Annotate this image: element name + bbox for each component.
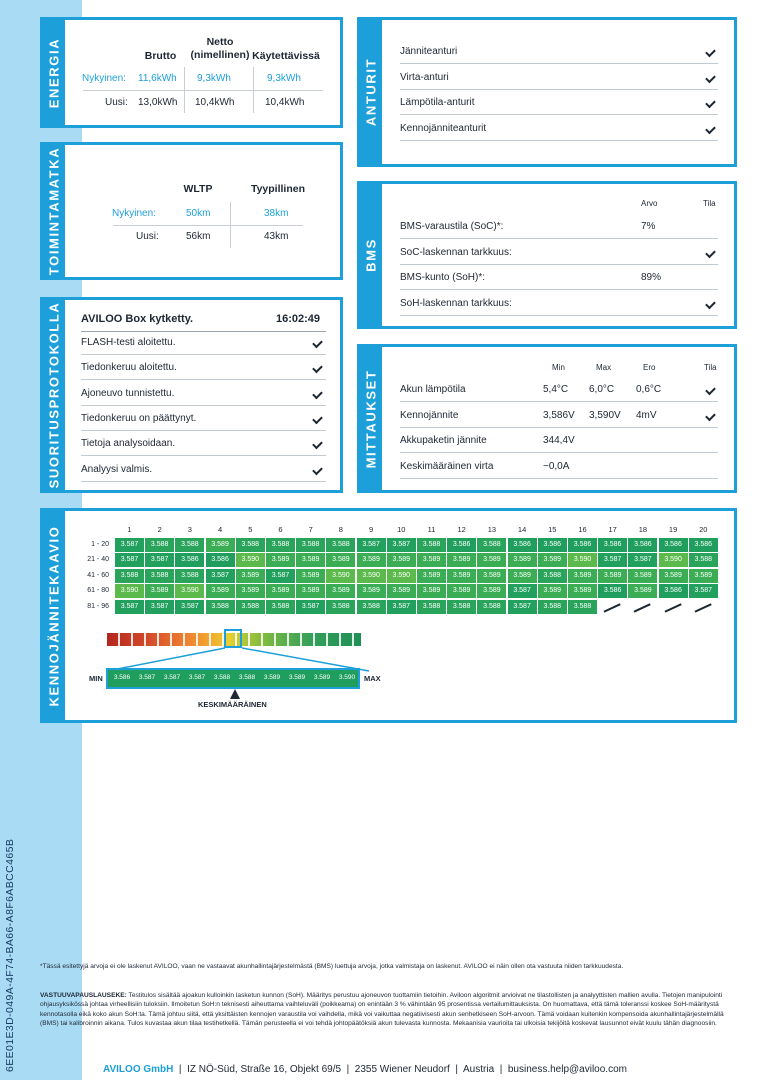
cell-voltage: 3.588 [266,600,295,614]
cell-voltage: 3.587 [387,600,416,614]
footnote-asterisk-text: *Tässä esitettyjä arvoja ei ole laskenut AVILOO, vaan ne vastaavat akunhallintajärjestelmästä (BMS) luettuja arvoja, jotka valmistaja on laskenut. AVILOO ei näin ollen ota vastuuta niiden tarkkuudesta. [40,963,624,970]
sensor-item-label: Virta-anturi [400,71,449,83]
cell-voltage: 3.588 [206,600,235,614]
sensor-item-label: Lämpötila-anturit [400,97,475,108]
energia-new-netto: 10,4kWh [195,97,235,108]
protocol-header-time: 16:02:49 [276,313,321,325]
cell-voltage: 3.589 [628,584,657,598]
suoritusprotokolla-title-bar [43,300,65,490]
cell-voltage: 3.589 [508,569,537,583]
cell-voltage: 3.590 [115,584,144,598]
scale-value: 3.590 [338,674,356,681]
energia-new-brutto: 13,0kWh [138,97,178,108]
cell-voltage: 3.590 [568,553,597,567]
column-number: 2 [157,525,162,534]
document-id: 6EE01E3D-049A-4F74-BA66-A8F6ABCC465B [4,838,16,1072]
toimintamatka-title: TOIMINTAMATKA [46,146,62,276]
cell-voltage: 3.588 [477,600,506,614]
check-icon [705,98,716,109]
row-divider [400,401,718,402]
cell-voltage: 3.589 [266,553,295,567]
cell-voltage: 3.589 [357,553,386,567]
row-divider [400,264,718,265]
protocol-step-label: Ajoneuvo tunnistettu. [81,387,175,399]
mittaukset-col-min: Min [552,363,565,372]
row-range-label: 81 - 96 [87,602,109,610]
energia-card [40,17,343,128]
anturit-card [357,17,737,167]
scale-value: 3.589 [313,674,331,681]
cell-voltage: 3.588 [266,538,295,552]
cell-voltage: 3.586 [568,538,597,552]
check-icon [312,388,323,399]
cell-voltage: 3.589 [266,584,295,598]
cell-voltage: 3.589 [387,584,416,598]
cell-voltage: 3.589 [357,584,386,598]
cell-voltage: 3.589 [659,569,688,583]
cell-voltage: 3.587 [206,569,235,583]
row-range-label: 61 - 80 [87,587,109,595]
row-divider [81,354,326,355]
column-number: 1 [127,525,132,534]
footer-company: AVILOO GmbH [103,1064,174,1075]
toimintamatka-current-wltp: 50km [186,208,211,219]
disclaimer-title: VASTUUVAPAUSLAUSEKE: [40,992,127,999]
measurement-label: Akkupaketin jännite [400,435,487,446]
cell-voltage: 3.589 [447,569,476,583]
column-number: 8 [338,525,343,534]
cell-voltage: 3.586 [689,538,718,552]
measurement-min: 344,4V [543,435,575,446]
toimintamatka-current-typical: 38km [264,208,289,219]
cell-voltage: 3.587 [115,538,144,552]
sensor-item-label: Jänniteanturi [400,46,458,57]
row-divider [400,140,718,141]
bms-col-arvo: Arvo [641,199,658,208]
check-icon [705,47,716,58]
cell-voltage: 3.586 [598,538,627,552]
energia-current-kaytettavissa: 9,3kWh [267,73,301,84]
column-number: 6 [278,525,283,534]
protocol-step-label: Tiedonkeruu aloitettu. [81,362,177,374]
cell-voltage: 3.588 [175,538,204,552]
column-number: 12 [457,525,466,534]
energia-header-brutto: Brutto [144,50,177,62]
cell-voltage: 3.586 [598,584,627,598]
cell-voltage: 3.589 [689,569,718,583]
column-number: 3 [187,525,192,534]
cell-voltage: 3.587 [266,569,295,583]
scale-values-strip [106,668,360,689]
bms-row-value: 7% [641,221,656,232]
column-number: 11 [427,525,436,534]
cell-voltage: 3.588 [326,538,355,552]
cell-voltage: 3.589 [206,538,235,552]
cell-voltage: 3.587 [598,553,627,567]
cell-voltage: 3.589 [447,584,476,598]
cell-voltage: 3.588 [689,553,718,567]
disclaimer-text: Testitulos sisältää ajoakun kulloinkin lasketun kunnon (SoH). Määritys perustuu ajoneuvon tuottamiin tietoihin. Aviloon algoritmit arvioivat ne tilastollisten ja analyyttisten mallien avulla. Tietojen manipulointi ohjausyksikössä johtaa virheellisiin tuloksiin. Ilmoitetun SoH:n teknisesti aiheuttama vaihteluväli (poikkeama) on enintään 3 % vähintään 95 prosentissa vertailumittauksista. On huomattava, että tämä toleranssi koskee SoH-määritystä kennotasolla eikä koko akun SoH:ta. Tämä johtuu siitä, että yksittäisten kennojen varaustila voi vaihdella, mikä voi vaikuttaa negatiivisesti akun senhetkiseen SoH-arvoon. Tämä voidaan kuitenkin kompensoida akunhallintajärjestelmällä (BMS) tai kalibroinnin aikana. Tulos kuvastaa akun tilaa testihetkellä. Tämän perusteella ei voi tehdä johtopäätöksiä akun tulevasta kunnosta. Mekaanisia vaurioita tai ulkoisia tekijöitä koskevat lausunnot eivät kuulu tähän diagnoosiin. [40,992,724,1028]
footer-address: IZ NÖ-Süd, Straße 16, Objekt 69/5 [187,1064,342,1075]
energia-current-brutto: 11,6kWh [138,73,177,84]
row-divider [400,238,718,239]
energia-new-kaytettavissa: 10,4kWh [265,97,305,108]
anturit-title: ANTURIT [363,57,379,127]
cell-voltage: 3.588 [417,600,446,614]
cell-voltage: 3.588 [296,538,325,552]
row-divider [400,478,718,479]
cell-voltage: 3.589 [568,569,597,583]
row-divider [81,379,326,380]
row-divider [400,63,718,64]
measurement-label: Keskimääräinen virta [400,460,494,472]
cell-voltage: 3.588 [236,600,265,614]
mittaukset-col-tila: Tila [704,363,717,372]
average-marker-icon [230,689,240,699]
cell-voltage: 3.587 [145,600,174,614]
cell-voltage: 3.589 [598,569,627,583]
cell-voltage: 3.588 [477,538,506,552]
bms-row-label: BMS-kunto (SoH)*: [400,272,486,283]
cell-voltage: 3.590 [236,553,265,567]
energia-row-current-label: Nykyinen: [82,73,126,84]
mittaukset-card [357,344,737,493]
cell-voltage: 3.589 [417,584,446,598]
cell-voltage: 3.589 [236,584,265,598]
sensor-item-label: Kennojänniteanturit [400,122,487,134]
footnote-asterisk [40,962,738,971]
cell-voltage: 3.586 [628,538,657,552]
check-icon [312,363,323,374]
check-icon [705,298,716,309]
toimintamatka-header-tyypillinen: Tyypillinen [250,183,306,195]
row-divider [400,114,718,115]
column-number: 17 [608,525,617,534]
cell-voltage: 3.588 [447,600,476,614]
toimintamatka-row-new-label: Uusi: [136,231,159,242]
cell-voltage: 3.588 [145,538,174,552]
cell-voltage: 3.589 [508,553,537,567]
row-divider [81,455,326,456]
scale-min-label: MIN [89,674,103,683]
kennojannitekaavio-title-bar [43,511,65,720]
scale-value: 3.588 [238,674,256,681]
measurement-diff: 4mV [636,409,657,421]
protocol-step-label: Tiedonkeruu on päättynyt. [81,412,197,424]
cell-voltage: 3.589 [417,553,446,567]
measurement-max: 3,590V [589,409,621,421]
cell-voltage: 3.590 [326,569,355,583]
check-icon [705,247,716,258]
toimintamatka-card [40,142,343,280]
cell-voltage: 3.587 [115,553,144,567]
check-icon [312,414,323,425]
row-divider [81,430,326,431]
cell-voltage: 3.589 [477,569,506,583]
average-label: KESKIMÄÄRÄINEN [198,700,267,709]
bms-row-value: 89% [641,272,662,283]
footer-city: 2355 Wiener Neudorf [354,1064,450,1075]
footer-country: Austria [463,1064,495,1075]
row-divider [400,452,718,453]
cell-voltage: 3.589 [417,569,446,583]
bms-title: BMS [363,238,379,272]
footnote-disclaimer [40,991,738,1029]
protocol-step-label: Tietoja analysoidaan. [81,438,176,450]
cell-voltage: 3.586 [206,553,235,567]
row-divider [81,481,326,482]
cell-voltage: 3.587 [689,584,718,598]
energia-header-kaytettavissa: Käytettävissä [252,50,320,62]
empty-cell-mark [604,603,621,612]
page-footer: AVILOO GmbH | IZ NÖ-Süd, Straße 16, Objekt 69/5 | 2355 Wiener Neudorf | Austria | business.help@aviloo.com [103,1064,627,1075]
measurement-max: 6,0°C [589,384,615,395]
cell-voltage: 3.587 [628,553,657,567]
mittaukset-col-max: Max [596,363,612,372]
toimintamatka-header-wltp: WLTP [183,183,213,195]
row-range-label: 41 - 60 [87,571,109,579]
cell-voltage: 3.589 [326,584,355,598]
kennojannitekaavio-card [40,508,737,723]
column-number: 16 [578,525,587,534]
row-range-label: 1 - 20 [91,541,109,548]
measurement-label: Akun lämpötila [400,384,466,395]
cell-voltage: 3.588 [115,569,144,583]
row-divider [400,427,718,428]
suoritusprotokolla-card [40,297,343,493]
cell-voltage: 3.588 [357,600,386,614]
bms-row-label: SoC-laskennan tarkkuus: [400,246,512,258]
scale-value: 3.587 [163,674,181,681]
footer-email[interactable]: business.help@aviloo.com [507,1064,627,1075]
column-number: 13 [487,525,497,534]
measurement-min: 3,586V [543,409,575,421]
bms-title-bar [360,184,382,326]
mittaukset-col-ero: Ero [643,363,656,372]
cell-voltage: 3.587 [387,538,416,552]
cell-voltage: 3.590 [387,569,416,583]
column-number: 9 [369,525,374,534]
cell-voltage: 3.589 [236,569,265,583]
column-number: 19 [668,525,678,534]
cell-voltage: 3.588 [236,538,265,552]
row-range-label: 21 - 40 [87,556,109,564]
cell-voltage: 3.587 [145,553,174,567]
suoritusprotokolla-title: SUORITUSPROTOKOLLA [46,301,62,489]
cell-voltage: 3.589 [538,553,567,567]
cell-voltage: 3.590 [659,553,688,567]
cell-voltage: 3.589 [477,553,506,567]
cell-voltage: 3.590 [357,569,386,583]
scale-value: 3.589 [288,674,306,681]
cell-voltage: 3.588 [538,600,567,614]
column-number: 10 [397,525,406,534]
toimintamatka-new-wltp: 56km [186,231,211,242]
cell-voltage: 3.589 [296,584,325,598]
measurement-min: −0,0A [543,460,570,472]
check-icon [705,385,716,396]
row-divider [400,289,718,290]
column-number: 7 [308,525,313,534]
bms-card [357,181,737,329]
cell-voltage: 3.586 [508,538,537,552]
energia-row-new-label: Uusi: [105,97,128,108]
cell-voltage: 3.587 [357,538,386,552]
energia-title: ENERGIA [46,37,62,108]
measurement-min: 5,4°C [543,384,569,395]
mittaukset-title: MITTAUKSET [363,369,379,468]
mittaukset-title-bar [360,347,382,490]
empty-cell-mark [664,603,681,612]
scale-max-label: MAX [364,674,381,683]
energia-title-bar [43,20,65,125]
empty-cell-mark [634,603,651,612]
cell-voltage: 3.586 [175,553,204,567]
toimintamatka-row-current-label: Nykyinen: [112,208,156,219]
cell-voltage: 3.588 [145,569,174,583]
cell-voltage: 3.587 [508,600,537,614]
measurement-label: Kennojännite [400,409,459,421]
cell-voltage: 3.587 [508,584,537,598]
cell-voltage: 3.588 [538,569,567,583]
cell-voltage: 3.589 [628,569,657,583]
cell-voltage: 3.588 [326,600,355,614]
scale-value: 3.587 [138,674,156,681]
cell-voltage: 3.589 [447,553,476,567]
cell-voltage: 3.589 [326,553,355,567]
row-divider [81,405,326,406]
column-number: 14 [517,525,527,534]
cell-voltage: 3.586 [538,538,567,552]
protocol-step-label: Analyysi valmis. [81,463,153,475]
cell-voltage: 3.587 [175,600,204,614]
cell-voltage: 3.589 [296,569,325,583]
kennojannitekaavio-title: KENNOJÄNNITEKAAVIO [46,525,62,706]
cell-voltage: 3.587 [296,600,325,614]
empty-cell-mark [694,603,711,612]
check-icon [705,410,716,421]
cell-voltage: 3.586 [659,538,688,552]
cell-voltage: 3.588 [175,569,204,583]
check-icon [312,338,323,349]
protocol-header-label: AVILOO Box kytketty. [81,313,194,325]
cell-voltage: 3.586 [447,538,476,552]
check-icon [705,123,716,134]
row-divider [400,89,718,90]
cell-voltage: 3.588 [568,600,597,614]
column-number: 18 [638,525,648,534]
cell-voltage: 3.589 [568,584,597,598]
scale-value: 3.589 [263,674,281,681]
protocol-step-label: FLASH-testi aloitettu. [81,337,176,348]
cell-voltage: 3.589 [538,584,567,598]
check-icon [312,464,323,475]
toimintamatka-new-typical: 43km [264,231,289,242]
toimintamatka-title-bar [43,145,65,277]
scale-value: 3.587 [188,674,206,681]
check-icon [312,439,323,450]
column-number: 4 [218,525,223,534]
scale-value: 3.586 [113,674,131,681]
bms-row-label: BMS-varaustila (SoC)*: [400,221,504,232]
cell-voltage: 3.589 [206,584,235,598]
measurement-diff: 0,6°C [636,384,662,395]
row-divider [400,315,718,316]
cell-voltage: 3.589 [387,553,416,567]
column-number: 15 [548,525,557,534]
energia-header-netto: Netto (nimellinen) [190,36,250,61]
cell-voltage: 3.589 [296,553,325,567]
column-number: 20 [699,525,708,534]
cell-voltage: 3.589 [477,584,506,598]
cell-voltage: 3.588 [417,538,446,552]
column-number: 5 [248,525,253,534]
bms-col-tila: Tila [703,199,716,208]
anturit-title-bar [360,20,382,164]
cell-voltage: 3.586 [659,584,688,598]
check-icon [705,72,716,83]
cell-voltage: 3.590 [175,584,204,598]
cell-voltage: 3.587 [115,600,144,614]
energia-current-netto: 9,3kWh [197,73,231,84]
cell-voltage: 3.589 [145,584,174,598]
scale-value: 3.588 [213,674,231,681]
bms-row-label: SoH-laskennan tarkkuus: [400,297,512,309]
